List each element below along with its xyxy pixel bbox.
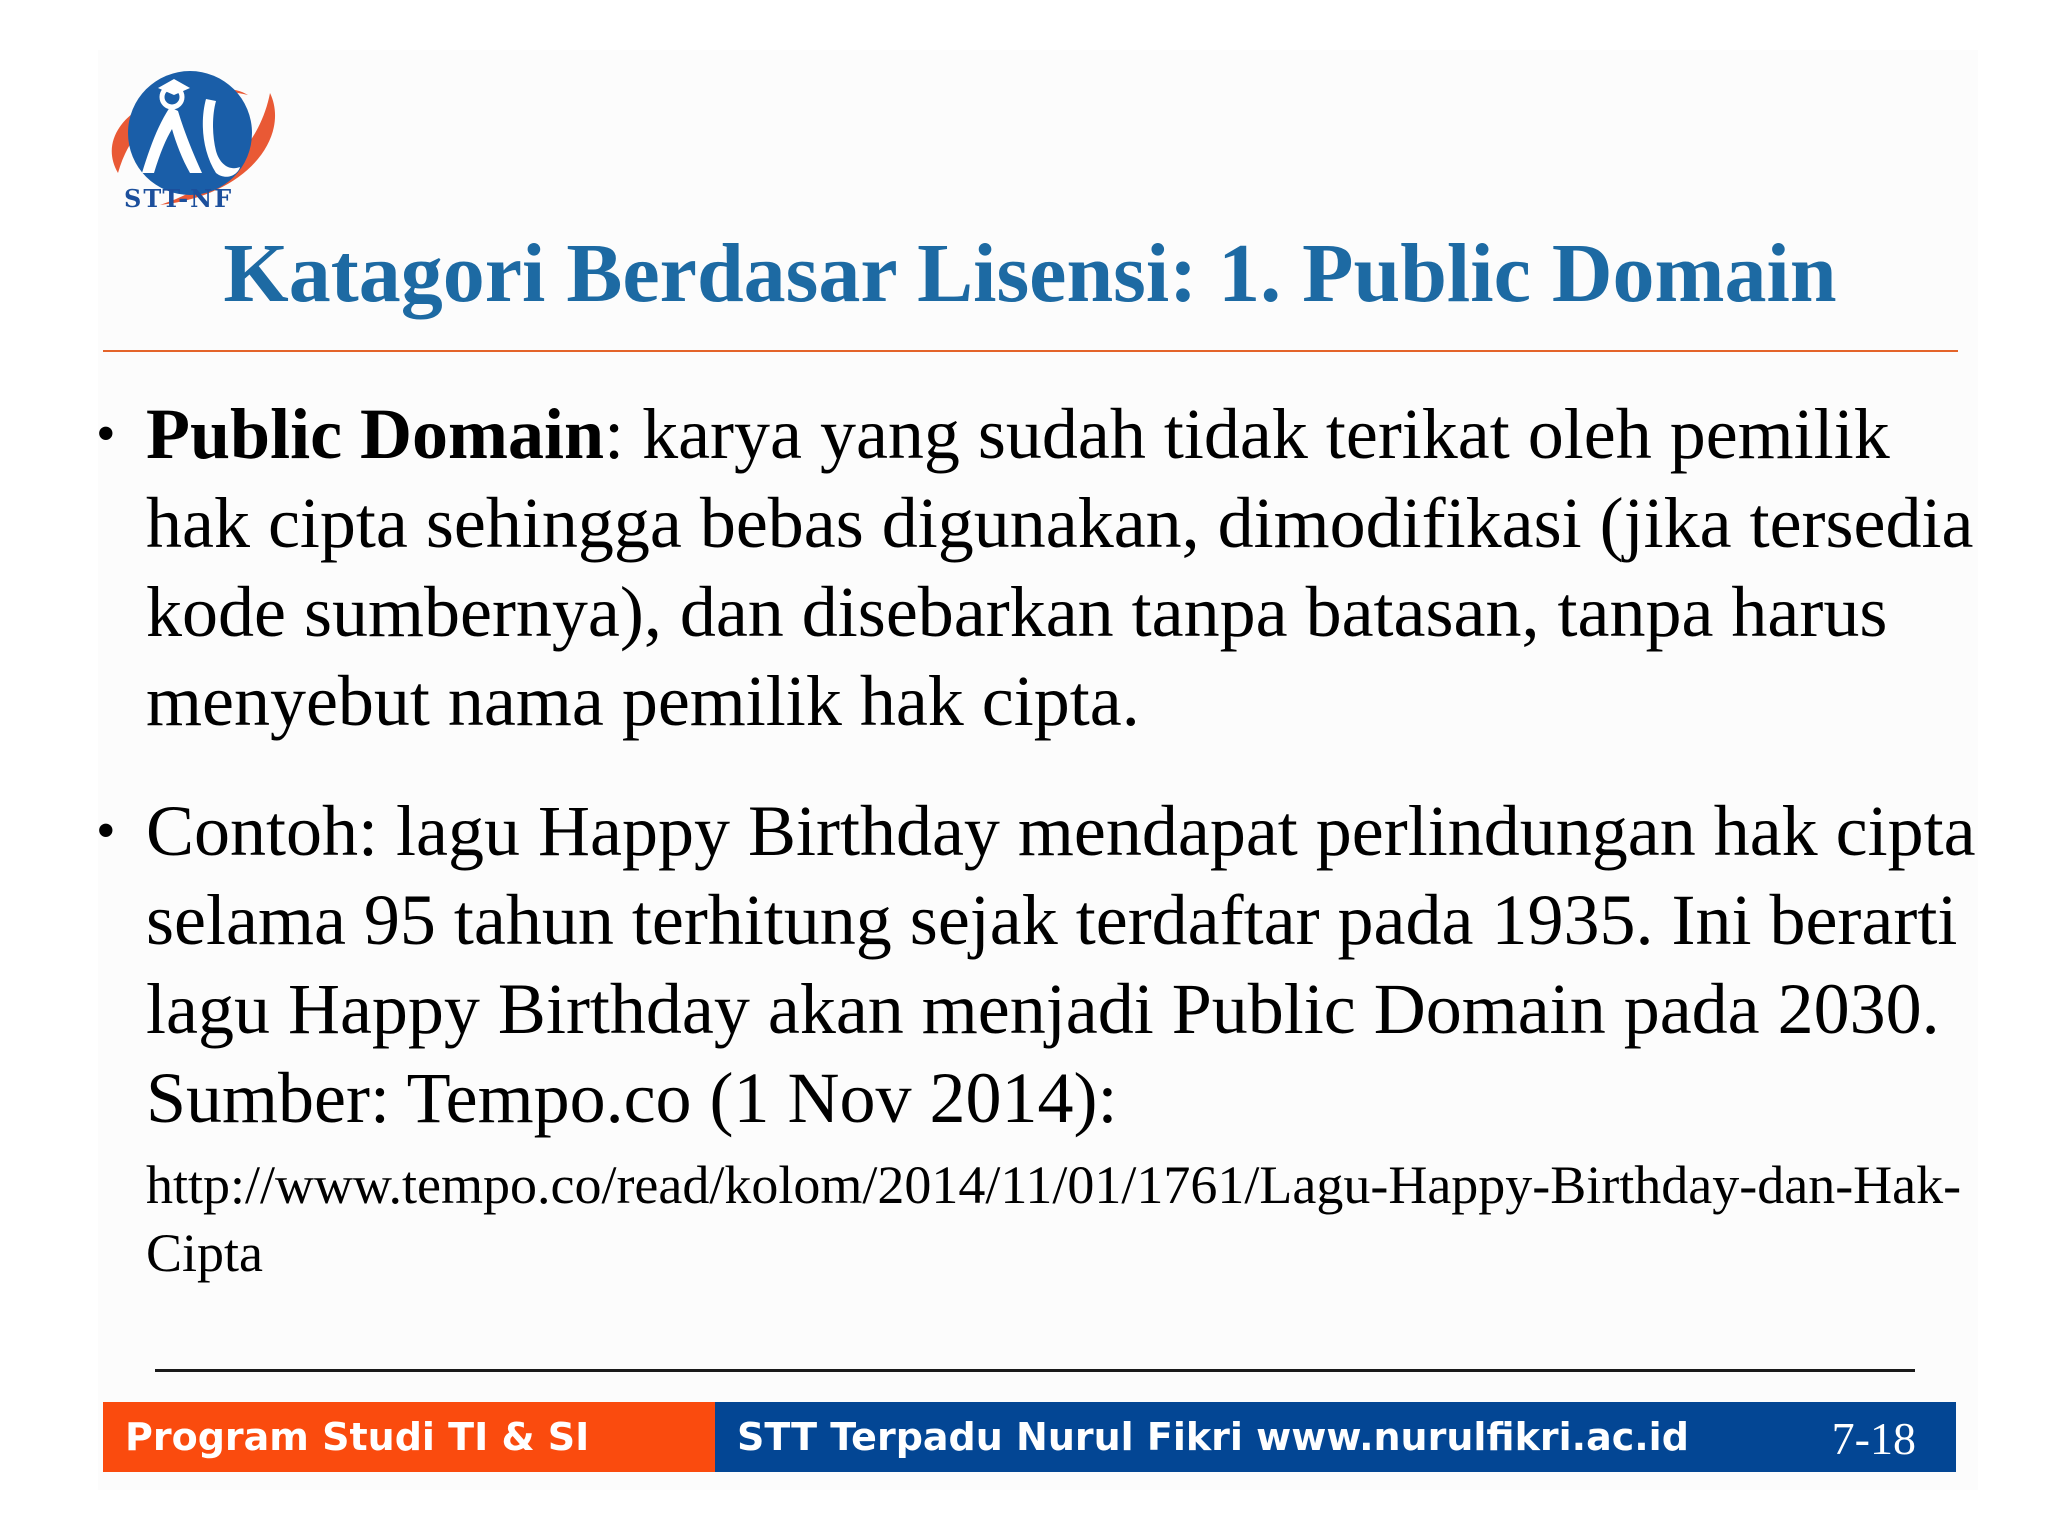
footer-program: Program Studi TI & SI xyxy=(103,1402,715,1472)
slide-title: Katagori Berdasar Lisensi: 1. Public Domain xyxy=(223,227,1837,320)
page-number: 7-18 xyxy=(1831,1413,1916,1464)
bullet-dot-icon: • xyxy=(96,403,116,465)
bullet-item-public-domain xyxy=(96,390,1996,746)
footer-bar xyxy=(715,1402,1956,1472)
title-divider xyxy=(103,350,1958,352)
footer-divider xyxy=(155,1369,1915,1372)
logo-text: STT-NF xyxy=(124,184,234,213)
bullet-item-example xyxy=(96,787,1996,1287)
bullet-term: Public Domain xyxy=(146,394,605,474)
bullet-text: : karya yang sudah tidak terikat oleh pemilik hak cipta sehingga bebas digunakan, dimodifikasi (jika tersedia kode sumbernya), dan disebarkan tanpa batasan, tanpa harus menyebut nama pemilik hak cipta. xyxy=(146,394,1974,741)
source-url: http://www.tempo.co/read/kolom/2014/11/01/1761/Lagu-Happy-Birthday-dan-Hak-Cipta xyxy=(146,1155,1962,1283)
bullet-dot-icon: • xyxy=(96,800,116,862)
bullet-text: Contoh: lagu Happy Birthday mendapat perlindungan hak cipta selama 95 tahun terhitung sejak terdaftar pada 1935. Ini berarti lagu Happy Birthday akan menjadi Public Domain pada 2030. Sumber: Tempo.co (1 Nov 2014): xyxy=(146,791,1976,1138)
bullet-list xyxy=(96,390,1996,1287)
footer-institution: STT Terpadu Nurul Fikri www.nurulfikri.ac.id xyxy=(737,1415,1689,1459)
